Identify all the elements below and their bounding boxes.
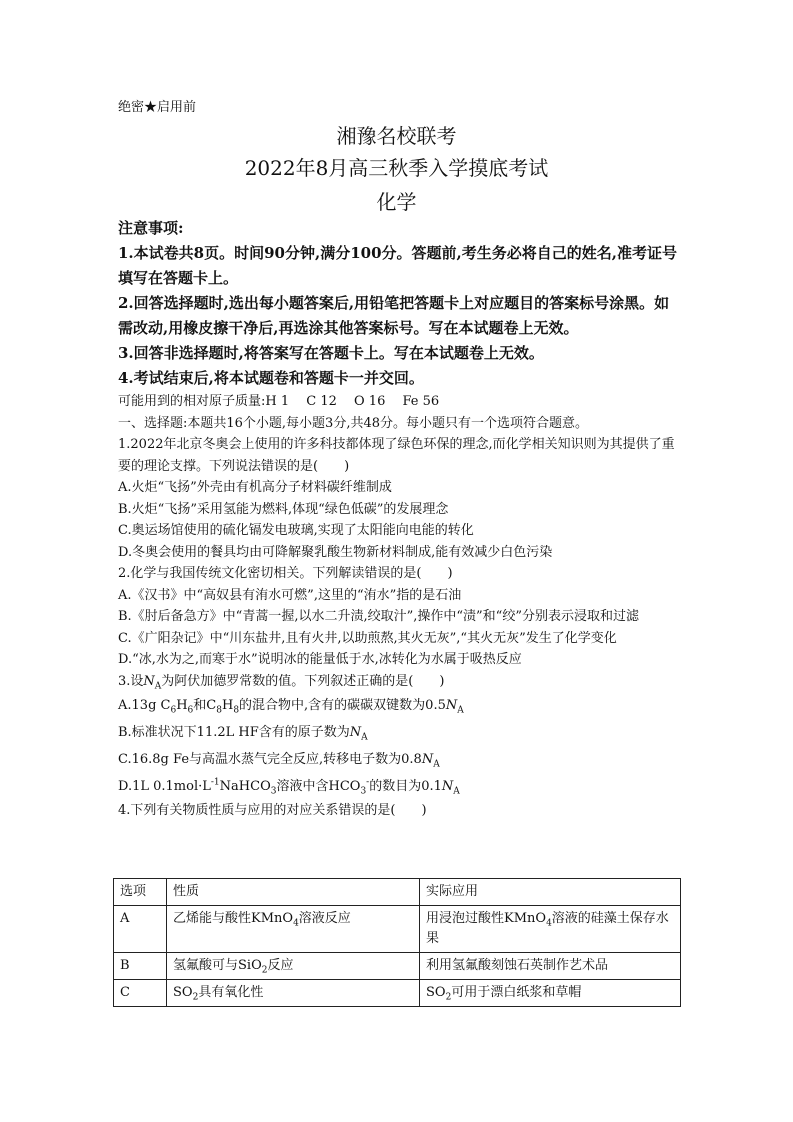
note-4: 4.考试结束后,将本试题卷和答题卡一并交回。 [118,369,424,387]
q4-stem: 4.下列有关物质性质与应用的对应关系错误的是( ) [118,803,427,818]
row-b-application: 利用氢氟酸刻蚀石英制作艺术品 [420,953,681,980]
q2-stem: 2.化学与我国传统文化密切相关。下列解读错误的是( ) [118,566,453,581]
q1-option-d: D.冬奥会使用的餐具均由可降解聚乳酸生物新材料制成,能有效减少白色污染 [118,544,553,560]
header-option: 选项 [114,879,167,906]
row-a-label: A [114,906,167,953]
section-heading: 一、选择题:本题共16个小题,每小题3分,共48分。每小题只有一个选项符合题意。 [118,415,588,431]
exam-subject: 化学 [376,190,417,214]
q2-option-c: C.《广阳杂记》中“川东盐井,且有火井,以助煎熬,其火无灰”,“其火无灰”发生了化学变化 [118,630,617,646]
table-row [114,980,681,1007]
header-property: 性质 [167,879,420,906]
row-c-property: $SO_2$具有氧化性 [167,980,420,1007]
row-c-application: $SO_2$可用于漂白纸浆和草帽 [420,980,681,1007]
exam-body [118,216,683,822]
q2-option-d: D.“冰,水为之,而寒于水”说明冰的能量低于水,冰转化为水属于吸热反应 [118,652,522,667]
table-row [114,953,681,980]
note-2: 2.回答选择题时,选出每小题答案后,用铅笔把答题卡上对应题目的答案标号涂黑。如需改动,用橡皮擦干净后,再选涂其他答案标号。写在本试题卷上无效。 [118,294,670,337]
row-c-label: C [114,980,167,1007]
row-a-application: 用浸泡过酸性KMnO$_4$溶液的硅藻土保存水果 [420,906,681,953]
exam-title: 2022年8月高三秋季入学摸底考试 [244,156,549,180]
row-b-label: B [114,953,167,980]
q3-stem: 3.设$N_A$为阿伏加德罗常数的值。下列叙述正确的是( ) [118,673,445,692]
q3-option-b: B.标准状况下11.2L HF含有的原子数为$N_A$ [118,725,368,743]
confidential-mark: 绝密★启用前 [118,100,197,115]
note-1: 1.本试卷共8页。时间90分钟,满分100分。答题前,考生务必将自己的姓名,准考证号填写在答题卡上。 [118,244,677,287]
note-3: 3.回答非选择题时,将答案写在答题卡上。写在本试题卷上无效。 [118,344,544,362]
q4-table [113,878,681,1007]
row-a-property: 乙烯能与酸性KMnO$_4$溶液反应 [167,906,420,953]
q1-option-c: C.奥运场馆使用的硫化镉发电玻璃,实现了太阳能向电能的转化 [118,523,474,538]
q3-option-d: D.1L $0.1mol\cdot L^{-1}NaHCO_3$溶液中含$HCO_3^-$的数目为$0.1N_A$ [118,777,460,797]
q3-option-c: C.16.8g Fe与高温水蒸气完全反应,转移电子数为$0.8N_A$ [118,752,440,770]
exam-organizer: 湘豫名校联考 [336,124,457,148]
notes-section [118,216,683,391]
q2-option-b: B.《肘后备急方》中“青蒿一握,以水二升渍,绞取汁”,操作中“渍”和“绞”分别表示浸取和过滤 [118,609,639,624]
header-application: 实际应用 [420,879,681,906]
q1-stem: 1.2022年北京冬奥会上使用的许多科技都体现了绿色环保的理念,而化学相关知识则为其提供了重要的理论支撑。下列说法错误的是( ) [118,437,675,474]
questions [118,391,683,822]
table-header-row [114,879,681,906]
notes-heading: 注意事项: [118,219,184,237]
table-row [114,906,681,953]
q1-option-a: A.火炬“飞扬”外壳由有机高分子材料碳纤维制成 [118,480,392,495]
q2-option-a: A.《汉书》中“高奴县有洧水可燃”,这里的“洧水”指的是石油 [118,587,462,603]
atomic-masses: 可能用到的相对原子质量:H 1 C 12 O 16 Fe 56 [118,394,440,409]
row-b-property: 氢氟酸可与SiO$_2$反应 [167,953,420,980]
q3-option-a: A.13g $C_6H_6$和$C_8H_8$的混合物中,含有的碳碳双键数为$0.5N_A$ [118,698,464,716]
q1-option-b: B.火炬“飞扬”采用氢能为燃料,体现“绿色低碳”的发展理念 [118,501,449,517]
